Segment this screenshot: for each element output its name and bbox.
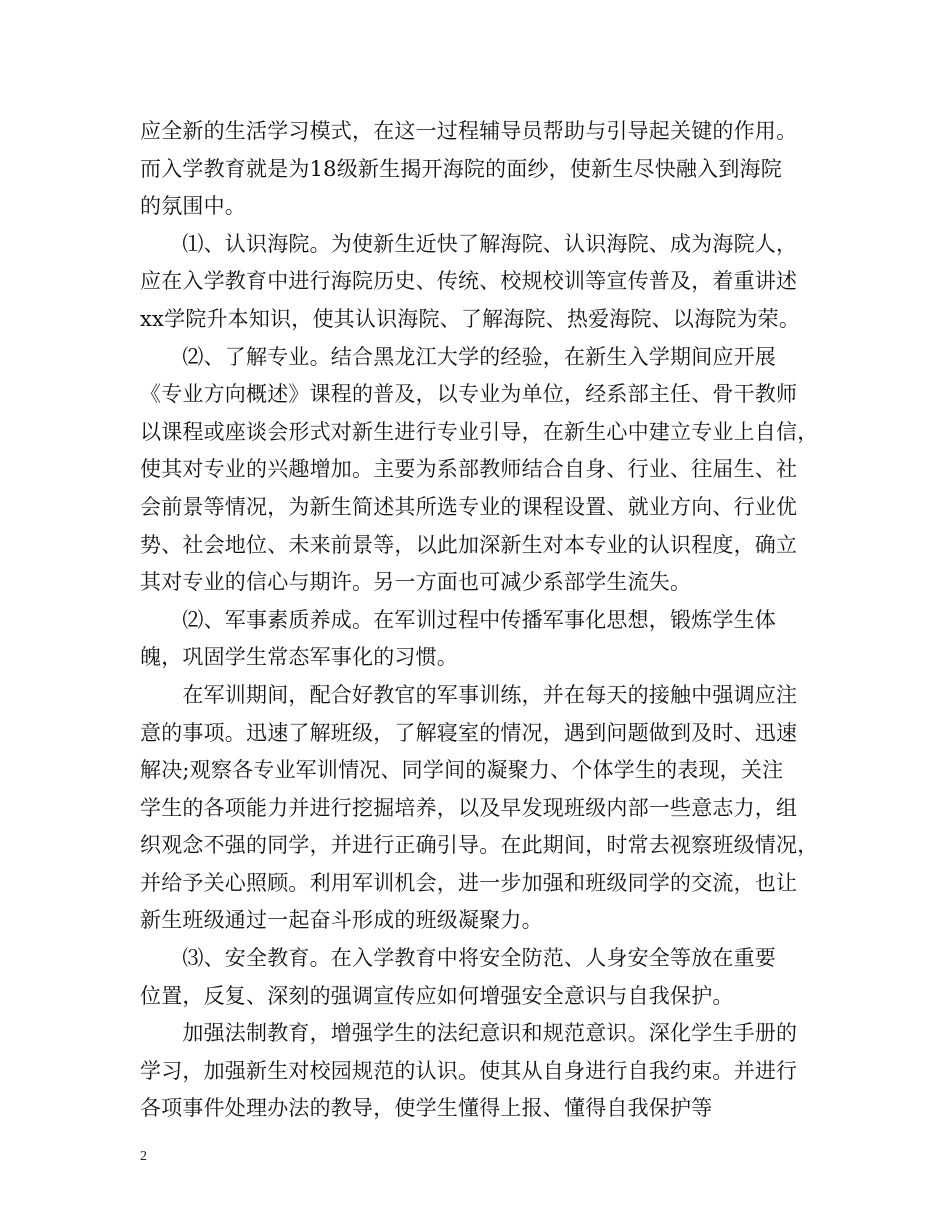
text-line: 并给予关心照顾。利用军训机会，进一步加强和班级同学的交流，也让 [140,870,798,895]
text-line: 应全新的生活学习模式，在这一过程辅导员帮助与引导起关键的作用。 [140,119,798,143]
text-line: 其对专业的信心与期许。另一方面也可减少系部学生流失。 [140,570,692,595]
text-line: 在军训期间，配合好教官的军事训练，并在每天的接触中强调应注 [140,682,798,707]
text-line: 的氛围中。 [140,194,246,219]
text-line: ⑵、军事素质养成。在军训过程中传播军事化思想，锻炼学生体 [140,607,776,632]
text-line: 各项事件处理办法的教导，使学生懂得上报、懂得自我保护等 [140,1096,713,1121]
text-line: 会前景等情况，为新生简述其所选专业的课程设置、就业方向、行业优 [140,494,798,519]
body-text [140,113,830,1128]
text-line: xx学院升本知识，使其认识海院、了解海院、热爱海院、以海院为荣。 [140,306,801,331]
text-line: 加强法制教育，增强学生的法纪意识和规范意识。深化学生手册的 [140,1021,798,1046]
page-number: 2 [140,1149,147,1164]
text-line: 使其对专业的兴趣增加。主要为系部教师结合自身、行业、往届生、社 [140,457,798,482]
text-line: ⑴、认识海院。为使新生近快了解海院、认识海院、成为海院人， [140,231,798,256]
text-line: 而入学教育就是为18级新生揭开海院的面纱，使新生尽快融入到海院 [140,156,782,181]
text-line: 织观念不强的同学，并进行正确引导。在此期间，时常去视察班级情况， [140,833,819,858]
text-line: 学生的各项能力并进行挖掘培养，以及早发现班级内部一些意志力，组 [140,795,798,820]
text-line: 势、社会地位、未来前景等，以此加深新生对本专业的认识程度，确立 [140,532,798,557]
text-line: 以课程或座谈会形式对新生进行专业引导，在新生心中建立专业上自信， [140,419,819,444]
text-line: ⑵、了解专业。结合黑龙江大学的经验，在新生入学期间应开展 [140,344,776,369]
text-line: ⑶、安全教育。在入学教育中将安全防范、人身安全等放在重要 [140,946,776,971]
text-line: 位置，反复、深刻的强调宣传应如何增强安全意识与自我保护。 [140,983,734,1008]
text-line: 意的事项。迅速了解班级，了解寝室的情况，遇到问题做到及时、迅速 [140,720,798,745]
text-line: 学习，加强新生对校园规范的认识。使其从自身进行自我约束。并进行 [140,1058,798,1083]
text-line: 应在入学教育中进行海院历史、传统、校规校训等宣传普及，着重讲述 [140,269,798,294]
text-line: 解决;观察各专业军训情况、同学间的凝聚力、个体学生的表现，关注 [140,758,784,783]
text-line: 《专业方向概述》课程的普及，以专业为单位，经系部主任、骨干教师 [140,382,798,407]
text-line: 新生班级通过一起奋斗形成的班级凝聚力。 [140,908,543,933]
text-line: 魄，巩固学生常态军事化的习惯。 [140,645,458,670]
